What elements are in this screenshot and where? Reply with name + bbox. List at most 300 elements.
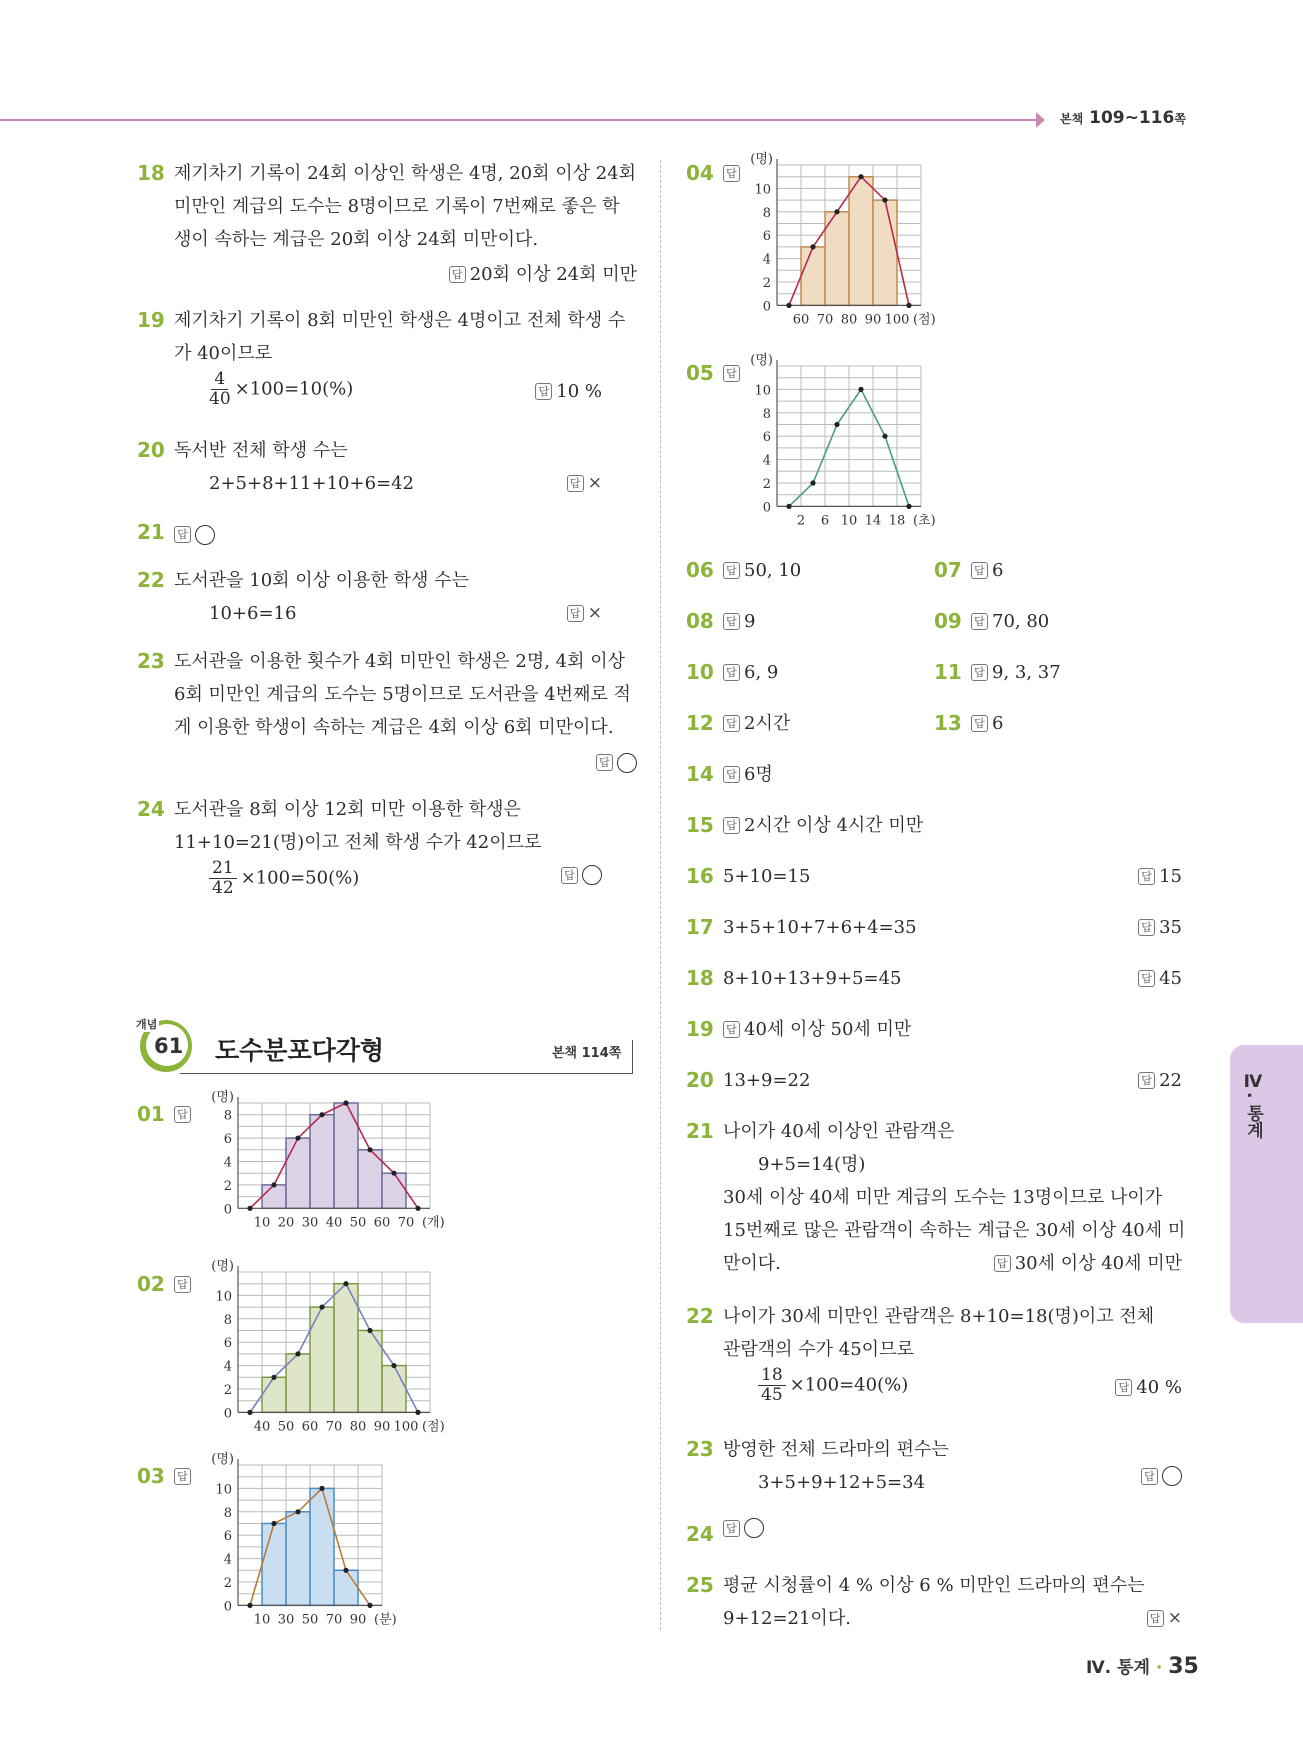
answer-icon: 답 bbox=[561, 867, 578, 884]
x-tick-label: 90 bbox=[373, 1419, 391, 1435]
expression: ×100=50(%) bbox=[240, 867, 360, 889]
answer-icon: 답 bbox=[535, 383, 552, 400]
expression: 9+5=14(명) bbox=[758, 1154, 866, 1175]
answer-text: 35 bbox=[1159, 917, 1182, 938]
answer-text: 2시간 bbox=[744, 713, 791, 734]
data-point bbox=[295, 1509, 300, 1514]
y-tick-label: 6 bbox=[223, 1529, 233, 1545]
answer-icon: 답 bbox=[723, 365, 740, 382]
x-tick-label: 10 bbox=[840, 513, 858, 529]
problem-number: 15 bbox=[686, 813, 714, 837]
answer-text: 40세 이상 50세 미만 bbox=[744, 1019, 912, 1040]
problem-19 bbox=[137, 304, 637, 414]
answer-text: × bbox=[1167, 1608, 1182, 1628]
concept-reference: 본책 114쪽 bbox=[552, 1046, 622, 1061]
y-tick-label: 2 bbox=[223, 1575, 233, 1591]
answer-icon: 답 bbox=[567, 605, 584, 622]
data-point bbox=[786, 504, 791, 509]
problem-number: 02 bbox=[137, 1272, 165, 1296]
histogram-bar bbox=[382, 1366, 406, 1413]
answer-icon: 답 bbox=[971, 562, 988, 579]
problem-number: 20 bbox=[137, 438, 165, 462]
y-tick-label: 10 bbox=[215, 1289, 233, 1305]
x-tick-label: 90 bbox=[349, 1612, 367, 1628]
fraction-numerator: 18 bbox=[758, 1366, 786, 1386]
problem-23 bbox=[137, 645, 637, 777]
problem-number: 18 bbox=[686, 966, 714, 990]
y-tick-label: 2 bbox=[762, 275, 772, 291]
answer-text: 9 bbox=[744, 611, 756, 632]
answer-icon: 답 bbox=[971, 613, 988, 630]
problem-number: 21 bbox=[686, 1119, 714, 1143]
x-axis-unit: (개) bbox=[421, 1215, 445, 1231]
answer-circle-icon bbox=[1162, 1466, 1182, 1486]
chart-c05 bbox=[729, 348, 973, 536]
answer bbox=[994, 1247, 1182, 1280]
y-axis-unit: (명) bbox=[211, 1089, 235, 1105]
answer-icon: 답 bbox=[723, 1520, 740, 1537]
answer bbox=[174, 525, 215, 545]
problem-number: 24 bbox=[137, 797, 165, 821]
data-point bbox=[786, 303, 791, 308]
answer-text: 50, 10 bbox=[744, 560, 802, 581]
text-line: 만이다. bbox=[723, 1253, 781, 1274]
y-tick-label: 10 bbox=[754, 383, 772, 399]
answer bbox=[723, 554, 801, 587]
data-point bbox=[319, 1486, 324, 1491]
problem-number: 21 bbox=[137, 520, 165, 544]
data-point bbox=[271, 1521, 276, 1526]
answer-icon: 답 bbox=[971, 664, 988, 681]
problem-number: 11 bbox=[934, 660, 962, 684]
data-point bbox=[367, 1328, 372, 1333]
answer-text: 2시간 이상 4시간 미만 bbox=[744, 815, 924, 836]
expression: 13+9=22 bbox=[723, 1070, 811, 1091]
chart-svg-c04 bbox=[729, 147, 973, 331]
x-tick-label: 60 bbox=[792, 312, 810, 328]
y-tick-label: 0 bbox=[223, 1202, 233, 1218]
answer bbox=[567, 467, 602, 500]
y-axis-unit: (명) bbox=[750, 352, 774, 368]
answer bbox=[567, 597, 602, 630]
answer-icon: 답 bbox=[1138, 1072, 1155, 1089]
problem-number: 25 bbox=[686, 1573, 714, 1597]
text-line: 제기차기 기록이 24회 이상인 학생은 4명, 20회 이상 24회 bbox=[174, 163, 637, 184]
chapter-side-tab-label: Ⅳ. 통계 bbox=[1243, 1072, 1263, 1139]
answer-icon: 답 bbox=[1147, 1610, 1164, 1627]
text-line: 관람객의 수가 45이므로 bbox=[723, 1339, 914, 1360]
y-tick-label: 0 bbox=[762, 500, 772, 516]
text-line: 나이가 40세 이상인 관람객은 bbox=[723, 1121, 955, 1142]
y-axis-unit: (명) bbox=[211, 1258, 235, 1274]
text-line: 게 이용한 학생이 속하는 계급은 4회 이상 6회 미만이다. bbox=[174, 717, 614, 738]
text-line: 15번째로 많은 관람객이 속하는 계급은 30세 이상 40세 미 bbox=[723, 1220, 1186, 1241]
answer-icon: 답 bbox=[723, 715, 740, 732]
x-tick-label: 80 bbox=[840, 312, 858, 328]
text-line: 30세 이상 40세 미만 계급의 도수는 13명이므로 나이가 bbox=[723, 1187, 1163, 1208]
fraction-denominator: 40 bbox=[209, 389, 231, 409]
text-line: 11+10=21(명)이고 전체 학생 수가 42이므로 bbox=[174, 832, 542, 853]
data-point bbox=[882, 434, 887, 439]
data-point bbox=[319, 1304, 324, 1309]
answer-text: 40 % bbox=[1136, 1377, 1182, 1398]
answer bbox=[971, 707, 1003, 740]
data-point bbox=[906, 303, 911, 308]
y-tick-label: 10 bbox=[215, 1482, 233, 1498]
y-tick-label: 2 bbox=[762, 476, 772, 492]
answer-circle-icon bbox=[744, 1518, 764, 1538]
fraction-numerator: 21 bbox=[209, 859, 237, 879]
page-reference-pages: 109~116 bbox=[1089, 108, 1175, 128]
data-point bbox=[271, 1375, 276, 1380]
data-point bbox=[367, 1603, 372, 1608]
data-point bbox=[810, 480, 815, 485]
data-point bbox=[247, 1603, 252, 1608]
data-point bbox=[391, 1171, 396, 1176]
y-tick-label: 6 bbox=[223, 1132, 233, 1148]
problem-number: 19 bbox=[137, 308, 165, 332]
answer-text: 6 bbox=[992, 713, 1004, 734]
histogram-bar bbox=[262, 1185, 286, 1208]
answer-icon: 답 bbox=[596, 754, 613, 771]
problem-number: 12 bbox=[686, 711, 714, 735]
problem-number: 24 bbox=[686, 1522, 714, 1546]
y-tick-label: 8 bbox=[223, 1505, 233, 1521]
expression: 3+5+9+12+5=34 bbox=[758, 1472, 926, 1493]
footer-unit: Ⅳ. 통계 bbox=[1086, 1658, 1150, 1678]
expression: ×100=10(%) bbox=[234, 378, 354, 400]
x-tick-label: 50 bbox=[277, 1419, 295, 1435]
problem-number: 20 bbox=[686, 1068, 714, 1092]
histogram-bar bbox=[849, 177, 873, 306]
answer-circle-icon bbox=[582, 865, 602, 885]
answer-icon: 답 bbox=[1115, 1379, 1132, 1396]
concept-title: 도수분포다각형 bbox=[215, 1036, 385, 1065]
problem-22-right bbox=[686, 1300, 1186, 1410]
data-point bbox=[810, 244, 815, 249]
fraction bbox=[209, 370, 231, 409]
data-point bbox=[906, 504, 911, 509]
y-tick-label: 0 bbox=[223, 1599, 233, 1615]
problem-number: 01 bbox=[137, 1102, 165, 1126]
header-arrow-icon bbox=[1036, 112, 1045, 128]
concept-number: 61 bbox=[154, 1034, 184, 1058]
concept-end-tick bbox=[632, 1040, 633, 1074]
y-tick-label: 6 bbox=[223, 1336, 233, 1352]
x-tick-label: 20 bbox=[277, 1215, 295, 1231]
text-line: 제기차기 기록이 8회 미만인 학생은 4명이고 전체 학생 수 bbox=[174, 310, 626, 331]
histogram-bar bbox=[382, 1173, 406, 1208]
data-point bbox=[295, 1135, 300, 1140]
answer-icon: 답 bbox=[567, 475, 584, 492]
answer bbox=[1141, 1466, 1182, 1486]
answer-icon: 답 bbox=[994, 1255, 1011, 1272]
problem-number: 22 bbox=[686, 1304, 714, 1328]
data-point bbox=[415, 1206, 420, 1211]
text-line: 미만인 계급의 도수는 8명이므로 기록이 7번째로 좋은 학 bbox=[174, 196, 620, 217]
x-tick-label: 50 bbox=[301, 1612, 319, 1628]
answer bbox=[1138, 1064, 1182, 1097]
problem-number: 19 bbox=[686, 1017, 714, 1041]
answer-text: 70, 80 bbox=[992, 611, 1050, 632]
problem-number: 07 bbox=[934, 558, 962, 582]
x-tick-label: 18 bbox=[888, 513, 906, 529]
fraction-denominator: 42 bbox=[212, 878, 234, 898]
x-tick-label: 80 bbox=[349, 1419, 367, 1435]
page-reference bbox=[1060, 108, 1186, 128]
text-line: 나이가 30세 미만인 관람객은 8+10=18(명)이고 전체 bbox=[723, 1306, 1155, 1327]
answer bbox=[723, 809, 923, 842]
problem-number: 14 bbox=[686, 762, 714, 786]
histogram-bar bbox=[310, 1488, 334, 1605]
answer-icon: 답 bbox=[449, 266, 466, 283]
text-line: 독서반 전체 학생 수는 bbox=[174, 440, 348, 461]
y-axis-unit: (명) bbox=[211, 1451, 235, 1467]
answer bbox=[1147, 1602, 1182, 1635]
problem-number: 23 bbox=[686, 1437, 714, 1461]
histogram-bar bbox=[334, 1570, 358, 1605]
answer-icon: 답 bbox=[723, 165, 740, 182]
answer bbox=[971, 605, 1049, 638]
problem-number: 22 bbox=[137, 568, 165, 592]
problem-24 bbox=[137, 793, 637, 903]
y-tick-label: 6 bbox=[762, 229, 772, 245]
page-number: 35 bbox=[1168, 1654, 1199, 1679]
y-tick-label: 8 bbox=[223, 1108, 233, 1124]
x-tick-label: 70 bbox=[325, 1612, 343, 1628]
fraction-denominator: 45 bbox=[761, 1385, 783, 1405]
answer bbox=[723, 1518, 764, 1538]
footer-separator: · bbox=[1155, 1658, 1163, 1678]
problem-18 bbox=[137, 157, 637, 291]
histogram-bar bbox=[262, 1377, 286, 1412]
text-line: 평균 시청률이 4 % 이상 6 % 미만인 드라마의 편수는 bbox=[723, 1575, 1145, 1596]
answer-text: × bbox=[587, 603, 602, 623]
answer-icon: 답 bbox=[723, 664, 740, 681]
answer-text: 30세 이상 40세 미만 bbox=[1014, 1253, 1182, 1274]
data-point bbox=[367, 1147, 372, 1152]
answer-icon: 답 bbox=[174, 1276, 191, 1293]
data-point bbox=[858, 387, 863, 392]
problem-number: 03 bbox=[137, 1464, 165, 1488]
problem-number: 06 bbox=[686, 558, 714, 582]
problem-20 bbox=[137, 434, 637, 500]
problem-21 bbox=[137, 516, 637, 549]
chart-svg-c05 bbox=[729, 348, 973, 532]
histogram-bar bbox=[262, 1523, 286, 1605]
x-tick-label: 2 bbox=[796, 513, 806, 529]
answer bbox=[723, 707, 790, 740]
expression: 2+5+8+11+10+6=42 bbox=[209, 473, 415, 494]
histogram-bar bbox=[873, 200, 897, 305]
text-line: 도서관을 10회 이상 이용한 학생 수는 bbox=[174, 570, 469, 591]
answer-text: × bbox=[587, 473, 602, 493]
text-line: 도서관을 이용한 횟수가 4회 미만인 학생은 2명, 4회 이상 bbox=[174, 651, 625, 672]
concept-header bbox=[136, 1016, 634, 1076]
answer-circle-icon bbox=[617, 753, 637, 773]
x-tick-label: 70 bbox=[325, 1419, 343, 1435]
answer-icon: 답 bbox=[723, 817, 740, 834]
answer-icon: 답 bbox=[1138, 970, 1155, 987]
answer-icon: 답 bbox=[723, 766, 740, 783]
data-point bbox=[834, 422, 839, 427]
y-axis-unit: (명) bbox=[750, 151, 774, 167]
answer bbox=[1138, 962, 1182, 995]
page-reference-book: 본책 bbox=[1060, 112, 1084, 126]
answer-text: 6, 9 bbox=[744, 662, 779, 683]
answer bbox=[1138, 911, 1182, 944]
y-tick-label: 0 bbox=[762, 299, 772, 315]
answer-circle-icon bbox=[195, 525, 215, 545]
problem-23-right bbox=[686, 1433, 1186, 1499]
concept-tag: 개념 bbox=[136, 1018, 158, 1031]
answer-text: 45 bbox=[1159, 968, 1182, 989]
answer-icon: 답 bbox=[174, 1106, 191, 1123]
data-point bbox=[247, 1410, 252, 1415]
problem-number: 13 bbox=[934, 711, 962, 735]
data-point bbox=[343, 1568, 348, 1573]
answer bbox=[561, 865, 602, 885]
problem-number: 18 bbox=[137, 161, 165, 185]
data-point bbox=[271, 1182, 276, 1187]
header-rule bbox=[0, 119, 1040, 121]
y-tick-label: 4 bbox=[762, 252, 772, 268]
x-tick-label: 30 bbox=[277, 1612, 295, 1628]
problem-number: 23 bbox=[137, 649, 165, 673]
x-tick-label: 100 bbox=[393, 1419, 419, 1435]
answer bbox=[723, 1013, 911, 1046]
x-tick-label: 30 bbox=[301, 1215, 319, 1231]
x-tick-label: 60 bbox=[373, 1215, 391, 1231]
answer bbox=[723, 656, 778, 689]
x-tick-label: 90 bbox=[864, 312, 882, 328]
answer-icon: 답 bbox=[1141, 1468, 1158, 1485]
text-line: 가 40이므로 bbox=[174, 343, 273, 364]
y-tick-label: 8 bbox=[223, 1312, 233, 1328]
answer bbox=[971, 656, 1061, 689]
text-line: 6회 미만인 계급의 도수는 5명이므로 도서관을 4번째로 적 bbox=[174, 684, 631, 705]
x-tick-label: 10 bbox=[253, 1612, 271, 1628]
x-tick-label: 100 bbox=[884, 312, 910, 328]
problem-number: 17 bbox=[686, 915, 714, 939]
y-tick-label: 8 bbox=[762, 205, 772, 221]
answer-icon: 답 bbox=[174, 1468, 191, 1485]
answer bbox=[723, 758, 773, 791]
chart-svg-c03 bbox=[190, 1447, 434, 1631]
answer bbox=[1138, 860, 1182, 893]
answer-text: 10 % bbox=[556, 381, 602, 402]
expression: 3+5+10+7+6+4=35 bbox=[723, 917, 917, 938]
footer bbox=[1086, 1653, 1199, 1679]
answer-text: 22 bbox=[1159, 1070, 1182, 1091]
problem-21-right bbox=[686, 1115, 1186, 1280]
problem-number: 09 bbox=[934, 609, 962, 633]
answer-text: 6 bbox=[992, 560, 1004, 581]
chart-c01 bbox=[190, 1085, 482, 1238]
expression: 10+6=16 bbox=[209, 603, 297, 624]
x-axis-unit: (분) bbox=[373, 1612, 397, 1628]
text-line: 도서관을 8회 이상 12회 미만 이용한 학생은 bbox=[174, 799, 521, 820]
concept-underline bbox=[180, 1073, 632, 1074]
histogram-bar bbox=[825, 212, 849, 306]
x-axis-unit: (점) bbox=[912, 312, 936, 328]
y-tick-label: 4 bbox=[223, 1155, 233, 1171]
chart-svg-c02 bbox=[190, 1254, 482, 1438]
y-tick-label: 4 bbox=[223, 1359, 233, 1375]
fraction-numerator: 4 bbox=[211, 370, 228, 390]
answer-text: 15 bbox=[1159, 866, 1182, 887]
y-tick-label: 6 bbox=[762, 430, 772, 446]
expression: 5+10=15 bbox=[723, 866, 811, 887]
answer-icon: 답 bbox=[723, 562, 740, 579]
answer bbox=[449, 258, 637, 291]
answer-text: 20회 이상 24회 미만 bbox=[469, 264, 637, 285]
y-tick-label: 4 bbox=[762, 453, 772, 469]
fraction bbox=[209, 859, 237, 898]
answer bbox=[723, 605, 755, 638]
data-point bbox=[343, 1281, 348, 1286]
y-tick-label: 2 bbox=[223, 1382, 233, 1398]
x-axis-unit: (점) bbox=[421, 1419, 445, 1435]
y-tick-label: 2 bbox=[223, 1178, 233, 1194]
text-line: 9+12=21이다. bbox=[723, 1608, 851, 1629]
column-divider bbox=[660, 160, 661, 1630]
problem-22 bbox=[137, 564, 637, 630]
problem-25-right bbox=[686, 1569, 1186, 1635]
data-point bbox=[247, 1206, 252, 1211]
chart-c03 bbox=[190, 1447, 434, 1635]
answer-icon: 답 bbox=[723, 1021, 740, 1038]
data-point bbox=[295, 1351, 300, 1356]
answer bbox=[596, 753, 637, 773]
y-tick-label: 4 bbox=[223, 1552, 233, 1568]
data-point bbox=[391, 1363, 396, 1368]
problem-number: 04 bbox=[686, 161, 714, 185]
x-tick-label: 70 bbox=[816, 312, 834, 328]
text-line: 생이 속하는 계급은 20회 이상 24회 미만이다. bbox=[174, 229, 539, 250]
answer bbox=[1115, 1371, 1182, 1404]
answer bbox=[971, 554, 1003, 587]
answer bbox=[535, 375, 602, 408]
chart-svg-c01 bbox=[190, 1085, 482, 1234]
x-tick-label: 40 bbox=[253, 1419, 271, 1435]
y-tick-label: 8 bbox=[762, 406, 772, 422]
x-axis-unit: (초) bbox=[912, 513, 936, 529]
data-point bbox=[319, 1112, 324, 1117]
chart-c04 bbox=[729, 147, 973, 335]
expression: ×100=40(%) bbox=[789, 1374, 909, 1396]
x-tick-label: 60 bbox=[301, 1419, 319, 1435]
data-point bbox=[858, 174, 863, 179]
page-reference-unit: 쪽 bbox=[1174, 112, 1186, 126]
answer-icon: 답 bbox=[1138, 868, 1155, 885]
x-tick-label: 6 bbox=[820, 513, 830, 529]
chart-c02 bbox=[190, 1254, 482, 1442]
histogram-bar bbox=[286, 1512, 310, 1606]
problem-number: 10 bbox=[686, 660, 714, 684]
answer-icon: 답 bbox=[1138, 919, 1155, 936]
x-tick-label: 10 bbox=[253, 1215, 271, 1231]
text-line: 방영한 전체 드라마의 편수는 bbox=[723, 1439, 949, 1460]
answer-text: 6명 bbox=[744, 764, 773, 785]
histogram-bar bbox=[801, 247, 825, 305]
fraction bbox=[758, 1366, 786, 1405]
y-tick-label: 0 bbox=[223, 1406, 233, 1422]
x-tick-label: 70 bbox=[397, 1215, 415, 1231]
histogram-bar bbox=[334, 1284, 358, 1413]
problem-number: 16 bbox=[686, 864, 714, 888]
problem-number: 08 bbox=[686, 609, 714, 633]
